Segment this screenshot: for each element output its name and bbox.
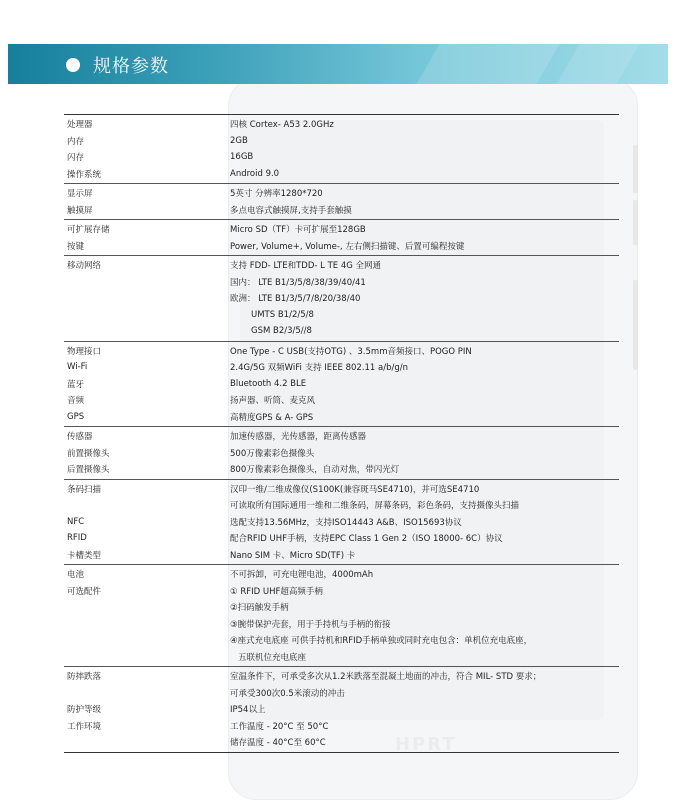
spec-key: 移动网络	[67, 261, 102, 272]
spec-value: Android 9.0	[230, 168, 280, 179]
spec-value: ③腕带保护壳套，用于手持机与手柄的衔接	[230, 619, 391, 630]
spec-row	[64, 497, 619, 514]
spec-group	[64, 256, 619, 342]
spec-key: 按键	[67, 241, 85, 252]
section-title: 规格参数	[93, 56, 169, 77]
spec-value: 国内： LTE B1/3/5/8/38/39/40/41	[230, 277, 366, 288]
spec-value: UMTS B1/2/5/8	[251, 309, 314, 320]
spec-value: 室温条件下，可承受多次从1.2米跌落至混凝土地面的冲击，符合 MIL- STD 要求；	[230, 672, 542, 683]
spec-value: 四核 Cortex- A53 2.0GHz	[230, 120, 334, 131]
spec-row	[64, 185, 619, 202]
spec-group	[64, 184, 619, 220]
spec-row	[64, 257, 619, 274]
bullet-icon	[66, 58, 80, 72]
spec-key: 卡槽类型	[67, 550, 102, 561]
spec-row	[64, 290, 619, 307]
phone-side-key	[633, 145, 638, 193]
spec-value: IP54以上	[230, 705, 266, 716]
spec-value: One Type - C USB(支持OTG) 、3.5mm音频接口、POGO PIN	[230, 346, 472, 357]
spec-value: 扬声器、听筒、麦克风	[230, 396, 316, 407]
spec-row	[64, 481, 619, 498]
spec-row	[64, 566, 619, 583]
spec-value: 800万像素彩色摄像头，自动对焦，带闪光灯	[230, 465, 400, 476]
spec-row	[64, 343, 619, 360]
spec-key: 蓝牙	[67, 379, 85, 390]
spec-key: 处理器	[67, 120, 93, 131]
spec-key: 物理接口	[67, 346, 102, 357]
spec-key: 可选配件	[67, 586, 102, 597]
spec-value: GSM B2/3/5//8	[251, 326, 312, 337]
spec-key: 防护等级	[67, 705, 102, 716]
spec-row	[64, 718, 619, 735]
spec-value: 高精度GPS & A- GPS	[230, 412, 314, 423]
spec-key: 可扩展存储	[67, 225, 110, 236]
spec-value: 多点电容式触摸屏,支持手套触摸	[230, 205, 352, 216]
spec-value: Power, Volume+, Volume-, 左右侧扫描键、后置可编程按键	[230, 241, 465, 252]
spec-key: 音频	[67, 396, 85, 407]
spec-value: Bluetooth 4.2 BLE	[230, 378, 307, 389]
spec-row	[64, 392, 619, 409]
spec-key: 显示屏	[67, 189, 93, 200]
spec-key: 电池	[67, 570, 85, 581]
spec-row	[64, 445, 619, 462]
spec-row	[64, 734, 619, 751]
spec-key: 闪存	[67, 153, 85, 164]
spec-row	[64, 221, 619, 238]
spec-row	[64, 547, 619, 564]
spec-value: 加速传感器，光传感器，距离传感器	[230, 432, 367, 443]
spec-value: 工作温度 - 20°C 至 50°C	[230, 721, 329, 732]
spec-key: 条码扫描	[67, 484, 102, 495]
spec-row	[64, 701, 619, 718]
spec-row	[64, 307, 619, 324]
spec-row	[64, 274, 619, 291]
spec-group	[64, 342, 619, 428]
spec-group	[64, 480, 619, 566]
spec-row	[64, 632, 619, 649]
spec-key: 触摸屏	[67, 205, 93, 216]
spec-key: 工作环境	[67, 721, 102, 732]
spec-row	[64, 668, 619, 685]
spec-row	[64, 649, 619, 666]
spec-row	[64, 461, 619, 478]
spec-value: 可承受300次0.5米滚动的冲击	[230, 688, 345, 699]
spec-key: 防摔跌落	[67, 672, 102, 683]
spec-key: RFID	[67, 533, 87, 544]
spec-value: 5英寸 分辨率1280*720	[230, 189, 323, 200]
spec-value: 支持 FDD- LTE和TDD- L TE 4G 全网通	[230, 261, 382, 272]
spec-group	[64, 220, 619, 256]
spec-key: 操作系统	[67, 169, 102, 180]
spec-row	[64, 166, 619, 183]
spec-row	[64, 359, 619, 376]
spec-row	[64, 530, 619, 547]
spec-key: 前置摄像头	[67, 448, 110, 459]
section-banner	[8, 44, 668, 84]
spec-row	[64, 133, 619, 150]
spec-value: 500万像素彩色摄像头	[230, 448, 315, 459]
spec-key: 后置摄像头	[67, 465, 110, 476]
spec-row	[64, 202, 619, 219]
spec-row	[64, 323, 619, 340]
spec-row	[64, 616, 619, 633]
phone-side-key	[633, 200, 638, 245]
spec-group	[64, 427, 619, 480]
spec-key: GPS	[67, 411, 85, 422]
spec-group	[64, 565, 619, 667]
spec-value: 五联机位充电底座	[238, 652, 307, 663]
spec-value: 配合RFID UHF手柄，支持EPC Class 1 Gen 2（ISO 18000- 6C）协议	[230, 534, 503, 545]
spec-value: ④座式充电底座 可供手持机和RFID手柄单独或同时充电包含：单机位充电底座，	[230, 636, 533, 647]
spec-value: 16GB	[230, 152, 254, 163]
spec-value: 2GB	[230, 135, 248, 146]
spec-value: 2.4G/5G 双频WiFi 支持 IEEE 802.11 a/b/g/n	[230, 363, 409, 374]
spec-row	[64, 599, 619, 616]
spec-value: Micro SD（TF）卡可扩展至128GB	[230, 225, 366, 236]
spec-row	[64, 583, 619, 600]
spec-row	[64, 514, 619, 531]
spec-value: ① RFID UHF超高频手柄	[230, 586, 323, 597]
spec-table	[64, 114, 619, 753]
phone-brand-watermark: HPRT	[395, 734, 457, 755]
spec-row	[64, 149, 619, 166]
spec-row	[64, 685, 619, 702]
spec-row	[64, 409, 619, 426]
spec-value: 汉印一维/二维成像仪(S100K(兼容斑马SE4710)，并可选SE4710	[230, 484, 480, 495]
spec-value: 欧洲： LTE B1/3/5/7/8/20/38/40	[230, 294, 361, 305]
spec-row	[64, 238, 619, 255]
spec-row	[64, 116, 619, 133]
spec-key: NFC	[67, 516, 85, 527]
spec-group	[64, 115, 619, 184]
spec-value: 选配支持13.56MHz，支持ISO14443 A&B、ISO15693协议	[230, 517, 462, 528]
spec-key: 内存	[67, 136, 85, 147]
spec-row	[64, 376, 619, 393]
spec-value: 不可拆卸，可充电锂电池，4000mAh	[230, 570, 374, 581]
spec-group	[64, 667, 619, 752]
spec-value: ②扫码触发手柄	[230, 603, 289, 614]
spec-row	[64, 428, 619, 445]
spec-key: Wi-Fi	[67, 362, 88, 373]
spec-value: 可读取所有国际通用一维和二维条码，屏幕条码，彩色条码，支持摄像头扫描	[230, 501, 520, 512]
spec-value: Nano SIM 卡、Micro SD(TF) 卡	[230, 550, 356, 561]
spec-key: 传感器	[67, 432, 93, 443]
spec-value: 储存温度 - 40°C至 60°C	[230, 738, 326, 749]
phone-side-key	[633, 280, 638, 370]
